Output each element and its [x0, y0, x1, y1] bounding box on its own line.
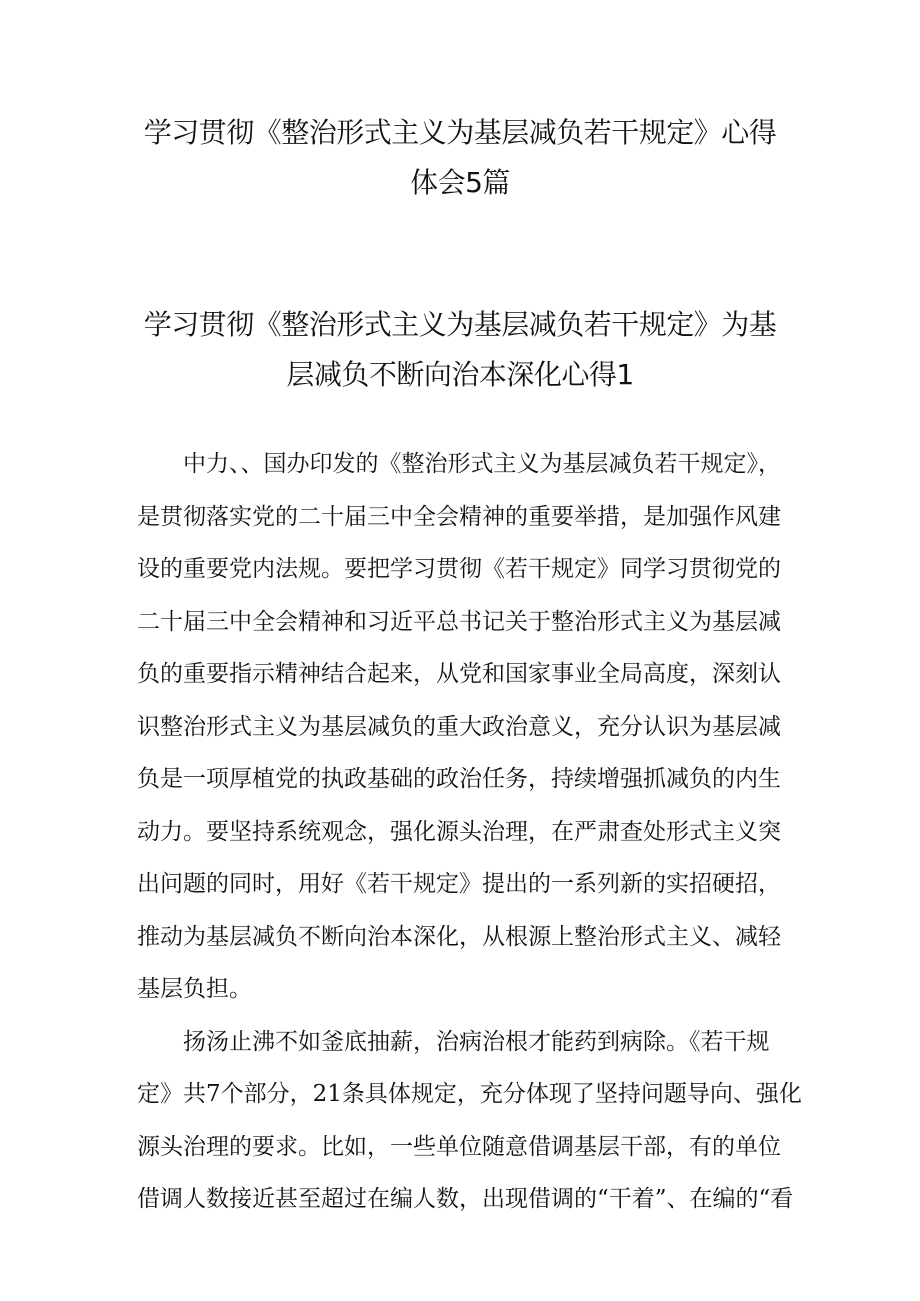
- text-line: 负的重要指示精神结合起来，从党和国家事业全局高度，深刻认: [137, 661, 781, 687]
- text-line: 是贯彻落实党的二十届三中全会精神的重要举措，是加强作风建: [137, 503, 781, 530]
- text-line: 二十届三中全会精神和习近平总书记关于整治形式主义为基层减: [137, 608, 781, 635]
- article-title-line: 学习贯彻《整治形式主义为基层减负若干规定》为基: [143, 308, 777, 341]
- text-line: 中力、、国办印发的《整治形式主义为基层减负若干规定》，: [183, 451, 781, 477]
- body-paragraph: [137, 1016, 802, 1226]
- text-line: 负是一项厚植党的执政基础的政治任务，持续增强抓减负的内生: [137, 766, 781, 792]
- text-line: 源头治理的要求。比如，一些单位随意借调基层干部，有的单位: [137, 1133, 781, 1160]
- article-body: [137, 438, 802, 1226]
- text-line: 推动为基层减负不断向治本深化，从根源上整治形式主义、减轻: [137, 923, 781, 950]
- body-paragraph: [137, 438, 789, 1016]
- text-line: 扬汤止沸不如釜底抽薪，治病治根才能药到病除。《若干规: [183, 1028, 770, 1055]
- text-line: 出问题的同时，用好《若干规定》提出的一系列新的实招硬招，: [137, 871, 781, 897]
- document-title-line: 体会5篇: [410, 166, 510, 199]
- text-line: 基层负担。: [137, 976, 252, 1002]
- article-title: [120, 300, 800, 400]
- document-title-line: 学习贯彻《整治形式主义为基层减负若干规定》心得: [143, 116, 777, 149]
- article-title-line: 层减负不断向治本深化心得1: [286, 358, 634, 391]
- text-line: 设的重要党内法规。要把学习贯彻《若干规定》同学习贯彻党的: [137, 556, 781, 582]
- text-line: 借调人数接近甚至超过在编人数，出现借调的“干着”、在编的“看: [137, 1186, 794, 1212]
- text-line: 动力。要坚持系统观念，强化源头治理，在严肃查处形式主义突: [137, 818, 781, 845]
- document-title: [120, 108, 800, 208]
- text-line: 定》共7个部分，21条具体规定，充分体现了坚持问题导向、强化: [137, 1081, 802, 1107]
- text-line: 识整治形式主义为基层减负的重大政治意义，充分认识为基层减: [137, 713, 781, 740]
